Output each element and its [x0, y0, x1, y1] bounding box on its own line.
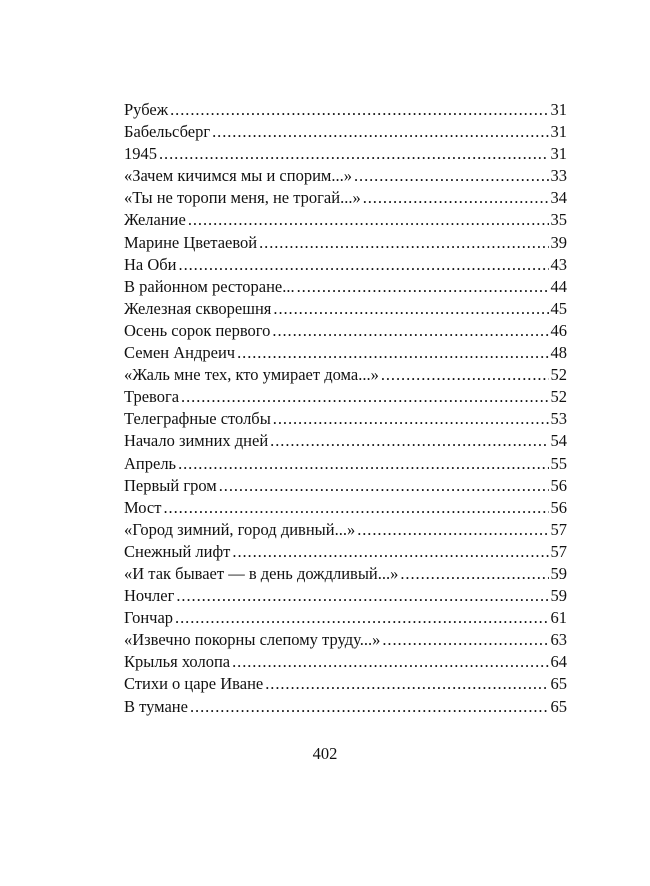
toc-leader-dots [382, 629, 548, 651]
toc-entry-page: 65 [550, 674, 567, 694]
toc-entry [124, 320, 567, 342]
toc-leader-dots [273, 408, 549, 430]
toc-leader-dots [190, 696, 549, 718]
toc-entry-title: Желание [124, 210, 186, 230]
toc-leader-dots [219, 475, 549, 497]
toc-entry [124, 298, 567, 320]
toc-leader-dots [272, 320, 548, 342]
toc-leader-dots [297, 276, 549, 298]
toc-entry-title: Первый гром [124, 475, 217, 495]
toc-entry-page: 48 [550, 343, 567, 363]
toc-entry [124, 673, 567, 695]
toc-entry [124, 497, 567, 519]
toc-leader-dots [176, 585, 548, 607]
toc-entry [124, 519, 567, 541]
toc-leader-dots [179, 254, 549, 276]
toc-entry [124, 254, 567, 276]
toc-entry-page: 55 [550, 453, 567, 473]
page-number: 402 [312, 744, 338, 763]
toc-leader-dots [237, 342, 548, 364]
toc-entry [124, 99, 567, 121]
toc-entry-page: 61 [550, 608, 567, 628]
toc-entry-page: 31 [550, 100, 567, 119]
toc-entry-title: Марине Цветаевой [124, 232, 258, 252]
toc-entry-title: На Оби [124, 254, 177, 274]
toc-entry-title: Бабельсберг [124, 122, 211, 142]
toc-leader-dots [357, 519, 548, 541]
toc-entry-title: Осень сорок первого [124, 320, 271, 340]
toc-entry-title: Стихи о царе Иване [124, 674, 264, 694]
toc-entry-page: 33 [550, 166, 567, 186]
table-of-contents [124, 99, 567, 718]
toc-entry-title: Апрель [124, 453, 177, 473]
toc-entry-page: 59 [550, 586, 567, 606]
toc-entry-page: 31 [550, 122, 567, 142]
toc-entry-page: 46 [550, 320, 567, 340]
toc-entry-title: Мост [124, 497, 162, 517]
toc-entry [124, 541, 567, 563]
toc-entry [124, 563, 567, 585]
toc-leader-dots [178, 453, 548, 475]
toc-entry-title: «Жаль мне тех, кто умирает дома...» [124, 365, 379, 385]
toc-entry-title: «Извечно покорны слепому труду...» [124, 630, 381, 650]
toc-entry-page: 56 [550, 475, 567, 495]
toc-entry-page: 39 [550, 232, 567, 252]
toc-entry-title: Семен Андреич [124, 343, 236, 363]
toc-leader-dots [363, 187, 549, 209]
toc-entry-title: Тревога [124, 387, 180, 407]
toc-entry-page: 45 [550, 298, 567, 318]
toc-leader-dots [270, 430, 548, 452]
toc-entry [124, 430, 567, 452]
toc-leader-dots [163, 497, 548, 519]
toc-entry-title: «Город зимний, город дивный...» [124, 519, 356, 539]
toc-entry [124, 342, 567, 364]
toc-entry [124, 276, 567, 298]
toc-leader-dots [232, 651, 548, 673]
toc-leader-dots [212, 121, 548, 143]
toc-entry-page: 63 [550, 630, 567, 650]
toc-entry-page: 35 [550, 210, 567, 230]
toc-entry-page: 64 [550, 652, 567, 672]
toc-entry [124, 651, 567, 673]
toc-entry-page: 43 [550, 254, 567, 274]
toc-leader-dots [259, 232, 548, 254]
toc-entry-page: 53 [550, 409, 567, 429]
toc-leader-dots [181, 386, 548, 408]
toc-entry-page: 54 [550, 431, 567, 451]
toc-entry [124, 165, 567, 187]
toc-entry-title: Рубеж [124, 100, 169, 119]
toc-entry [124, 408, 567, 430]
toc-leader-dots [159, 143, 549, 165]
toc-entry-title: «И так бывает — в день дождливый...» [124, 563, 399, 583]
toc-entry-page: 56 [550, 497, 567, 517]
toc-entry-title: В районном ресторане... [124, 276, 295, 296]
toc-entry-title: «Зачем кичимся мы и спорим...» [124, 166, 352, 186]
toc-entry-title: «Ты не торопи меня, не трогай...» [124, 188, 361, 208]
toc-entry-title: 1945 [124, 144, 157, 164]
toc-leader-dots [170, 99, 548, 121]
toc-entry-page: 34 [550, 188, 567, 208]
toc-entry-title: Начало зимних дней [124, 431, 269, 451]
toc-entry [124, 364, 567, 386]
toc-entry [124, 187, 567, 209]
toc-entry-page: 57 [550, 519, 567, 539]
toc-entry [124, 121, 567, 143]
toc-leader-dots [273, 298, 548, 320]
toc-entry [124, 607, 567, 629]
toc-entry-page: 57 [550, 541, 567, 561]
toc-entry-title: Ночлег [124, 586, 175, 606]
toc-entry-title: Телеграфные столбы [124, 409, 271, 429]
toc-leader-dots [381, 364, 549, 386]
toc-leader-dots [354, 165, 549, 187]
toc-entry-page: 59 [550, 563, 567, 583]
toc-entry [124, 629, 567, 651]
toc-entry [124, 386, 567, 408]
toc-entry [124, 232, 567, 254]
toc-entry [124, 696, 567, 718]
toc-entry-page: 65 [550, 696, 567, 716]
toc-leader-dots [400, 563, 548, 585]
toc-entry-page: 44 [550, 276, 567, 296]
toc-entry-title: Гончар [124, 608, 174, 628]
toc-entry-title: В тумане [124, 696, 188, 716]
toc-entry [124, 209, 567, 231]
toc-leader-dots [175, 607, 548, 629]
toc-leader-dots [232, 541, 548, 563]
toc-entry-page: 52 [550, 387, 567, 407]
toc-entry [124, 143, 567, 165]
toc-entry-page: 31 [550, 144, 567, 164]
toc-entry [124, 475, 567, 497]
toc-entry [124, 585, 567, 607]
toc-leader-dots [188, 209, 549, 231]
toc-entry-page: 52 [550, 365, 567, 385]
toc-entry [124, 453, 567, 475]
toc-leader-dots [265, 673, 548, 695]
toc-entry-title: Крылья холопа [124, 652, 231, 672]
toc-entry-title: Железная скворешня [124, 298, 272, 318]
toc-entry-title: Снежный лифт [124, 541, 231, 561]
